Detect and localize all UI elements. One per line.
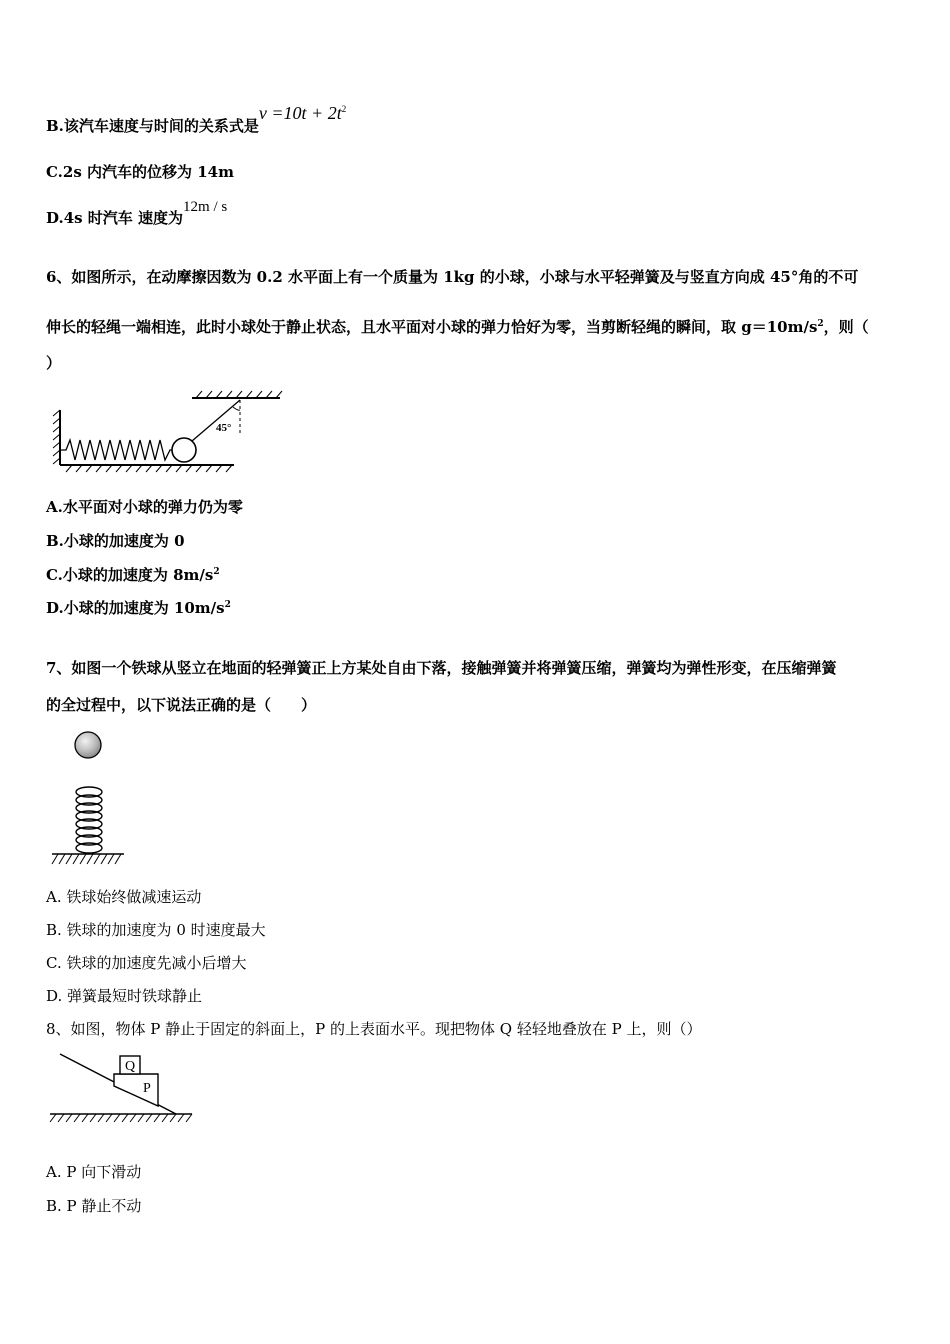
- q8-label-p: P: [143, 1081, 151, 1096]
- q5-option-c: C.2s 内汽车的位移为 14m: [46, 163, 234, 181]
- q6-option-d: D.小球的加速度为 $10m/s^2$: [46, 599, 231, 617]
- q6-stem-line2: 伸长的轻绳一端相连，此时小球处于静止状态，且水平面对小球的弹力恰好为零，当剪断轻绳的瞬间，取 $g=10m/s^2$，则（: [46, 318, 869, 336]
- q6-option-b: B.小球的加速度为 0: [46, 532, 185, 550]
- q7-option-b: B. 铁球的加速度为 0 时速度最大: [46, 921, 266, 939]
- q8-incline-figure: [46, 1050, 198, 1130]
- q8-option-a: A. P 向下滑动: [46, 1163, 142, 1181]
- q8-stem: 8、如图，物体 P 静止于固定的斜面上，P 的上表面水平。现把物体 Q 轻轻地叠放在 P 上，则（）: [46, 1020, 702, 1038]
- q5-option-b-text: B.该汽车速度与时间的关系式是: [46, 117, 259, 135]
- q7-ball-spring-figure: [46, 726, 136, 874]
- q5-option-b-formula: $v =10t + 2t^2$: [258, 103, 347, 123]
- q5-option-d-value: 12m / s: [183, 199, 228, 215]
- q5-option-b: [46, 103, 347, 136]
- q8-label-q: Q: [125, 1059, 136, 1074]
- q7-stem-line2: 的全过程中，以下说法正确的是（ ）: [46, 696, 317, 714]
- q7-option-d: D. 弹簧最短时铁球静止: [46, 987, 203, 1005]
- q6-stem-line3: ）: [46, 354, 62, 372]
- q5-option-d-text: D.4s 时汽车 速度为: [46, 209, 184, 227]
- q7-stem-line1: 7、如图一个铁球从竖立在地面的轻弹簧正上方某处自由下落，接触弹簧并将弹簧压缩，弹簧均为弹性形变，在压缩弹簧: [46, 659, 837, 677]
- q5-option-d: [46, 199, 228, 229]
- q6-option-a: A.水平面对小球的弹力仍为零: [46, 498, 243, 516]
- q7-option-a: A. 铁球始终做减速运动: [46, 888, 202, 906]
- q6-option-c: C.小球的加速度为 $8m/s^2$: [46, 566, 220, 584]
- q6-angle-label: 45°: [216, 422, 232, 434]
- q6-spring-ball-figure: [46, 388, 286, 478]
- q6-stem-line1: 6、如图所示，在动摩擦因数为 0.2 水平面上有一个质量为 1kg 的小球，小球与水平轻弹簧及与竖直方向成 45°角的不可: [46, 268, 859, 286]
- q8-option-b: B. P 静止不动: [46, 1197, 142, 1215]
- q7-option-c: C. 铁球的加速度先减小后增大: [46, 954, 247, 972]
